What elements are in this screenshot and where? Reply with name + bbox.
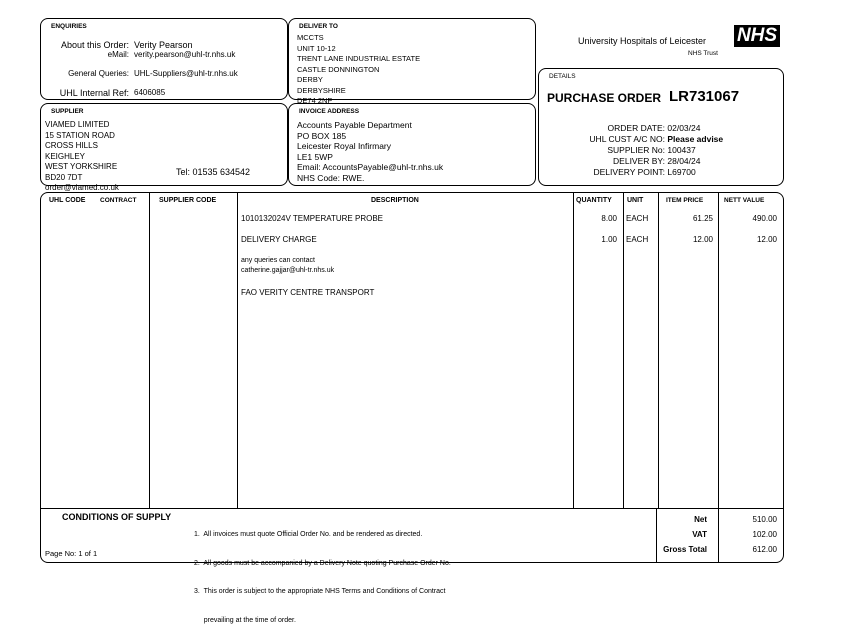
supplier-tel: Tel: 01535 634542 (176, 167, 251, 177)
address-line: BD20 7DT (45, 172, 83, 182)
field-label: UHL CUST A/C NO: (589, 134, 665, 144)
field-label: SUPPLIER No: (607, 145, 665, 155)
address-line: Accounts Payable Department (297, 120, 412, 130)
address-line: VIAMED LIMITED (45, 120, 110, 129)
col-description: DESCRIPTION (371, 197, 419, 204)
row-quantity: 8.00 (601, 214, 617, 223)
col-unit: UNIT (627, 197, 644, 204)
row-unit: EACH (626, 235, 649, 244)
net-value: 510.00 (752, 515, 777, 524)
row-unit: EACH (626, 214, 649, 223)
conditions-title: CONDITIONS OF SUPPLY (62, 512, 172, 522)
field-label: ORDER DATE: (607, 123, 665, 133)
page-number: Page No: 1 of 1 (45, 549, 98, 558)
divider (237, 193, 238, 508)
row-item-price: 12.00 (692, 235, 713, 244)
gross-value: 612.00 (752, 545, 777, 554)
address-line: TRENT LANE INDUSTRIAL ESTATE (297, 54, 421, 63)
divider (149, 193, 150, 508)
note-email[interactable]: catherine.gajjar@uhl-tr.nhs.uk (241, 267, 335, 274)
note-line: FAO VERITY CENTRE TRANSPORT (241, 288, 375, 297)
deliver-to-box (288, 18, 536, 105)
enquiries-box (40, 18, 288, 100)
divider (656, 509, 657, 562)
address-line: LE1 5WP (297, 151, 333, 162)
net-label: Net (694, 515, 707, 524)
supplier-address (45, 120, 119, 194)
col-nett-value: NETT VALUE (724, 197, 765, 204)
deliver-by: 28/04/24 (667, 156, 701, 166)
supplier-no: 100437 (667, 145, 696, 155)
supplier-email[interactable]: order@viamed.co.uk (45, 183, 119, 192)
po-number: LR731067 (669, 88, 740, 105)
vat-value: 102.00 (752, 530, 777, 539)
email-value[interactable]: verity.pearson@uhl-tr.nhs.uk (134, 50, 236, 59)
ref-value: 6406085 (134, 88, 166, 97)
col-quantity: QUANTITY (576, 197, 612, 204)
note-line: any queries can contact (241, 257, 315, 264)
address-line: KEIGHLEY (45, 151, 86, 161)
address-line: WEST YORKSHIRE (45, 162, 118, 171)
address-line: MCCTS (297, 33, 324, 42)
field-label: DELIVERY POINT: (593, 167, 665, 177)
row-nett-value: 12.00 (756, 235, 777, 244)
about-label: About this Order: (60, 40, 129, 50)
enquiries-title: ENQUIRIES (51, 23, 87, 30)
address-line: DERBY (297, 75, 323, 84)
invoice-email[interactable]: Email: AccountsPayable@uhl-tr.nhs.uk (297, 162, 444, 172)
invoice-title: INVOICE ADDRESS (299, 108, 360, 115)
gross-label: Gross Total (663, 545, 707, 554)
row-item-price: 61.25 (692, 214, 713, 223)
row-quantity: 1.00 (601, 235, 617, 244)
divider (623, 193, 624, 508)
col-item-price: ITEM PRICE (666, 197, 704, 204)
address-line: Leicester Royal Infirmary (297, 141, 392, 151)
footer-box (40, 508, 784, 624)
ref-label: UHL Internal Ref: (59, 88, 129, 98)
divider (718, 193, 719, 508)
org-sub: NHS Trust (688, 50, 718, 57)
delivery-point: L69700 (667, 167, 696, 177)
address-line: 15 STATION ROAD (45, 130, 115, 140)
address-line: UNIT 10-12 (297, 43, 336, 53)
row-nett-value: 490.00 (752, 214, 777, 223)
supplier-title: SUPPLIER (51, 108, 84, 115)
details-title: DETAILS (549, 73, 576, 80)
address-line: CASTLE DONNINGTON (297, 64, 380, 74)
divider (658, 193, 659, 508)
po-label: PURCHASE ORDER (547, 91, 662, 105)
field-label: DELIVER BY: (613, 156, 665, 166)
details-fields (539, 123, 785, 178)
invoice-address-box (288, 103, 536, 186)
org-name: University Hospitals of Leicester (578, 36, 707, 46)
col-uhl-code: UHL CODE (49, 197, 86, 204)
divider (718, 509, 719, 562)
nhs-logo: NHS (734, 25, 780, 47)
address-line: CROSS HILLS (45, 141, 98, 150)
general-value[interactable]: UHL-Suppliers@uhl-tr.nhs.uk (134, 69, 238, 78)
row-description: DELIVERY CHARGE (241, 235, 317, 244)
address-line: DERBYSHIRE (297, 85, 346, 95)
details-box (538, 68, 784, 186)
condition-item: prevailing at the time of order. (194, 616, 296, 624)
conditions-list (194, 511, 451, 644)
condition-item: 2. All goods must be accompanied by a Delivery Note quoting Purchase Order No. (194, 559, 451, 567)
supplier-box (40, 103, 288, 192)
invoice-address (297, 120, 443, 183)
condition-item: 1. All invoices must quote Official Order No. and be rendered as directed. (194, 531, 423, 538)
col-supplier-code: SUPPLIER CODE (159, 197, 217, 204)
about-value: Verity Pearson (134, 40, 193, 50)
vat-label: VAT (692, 530, 707, 539)
address-line: DE74 2NP (297, 96, 333, 105)
order-date: 02/03/24 (667, 123, 701, 133)
divider (573, 193, 574, 508)
row-description: 1010132024V TEMPERATURE PROBE (241, 214, 383, 223)
col-contract: CONTRACT (100, 197, 137, 204)
cust-account: Please advise (667, 134, 724, 144)
condition-item: 3. This order is subject to the appropriate NHS Terms and Conditions of Contract (194, 588, 446, 595)
deliver-to-title: DELIVER TO (299, 23, 338, 30)
email-label: eMail: (107, 50, 129, 59)
deliver-address (297, 33, 420, 107)
nhs-code: NHS Code: RWE. (297, 172, 365, 183)
order-lines-table (40, 192, 784, 509)
address-line: PO BOX 185 (297, 130, 347, 141)
general-label: General Queries: (68, 69, 129, 78)
